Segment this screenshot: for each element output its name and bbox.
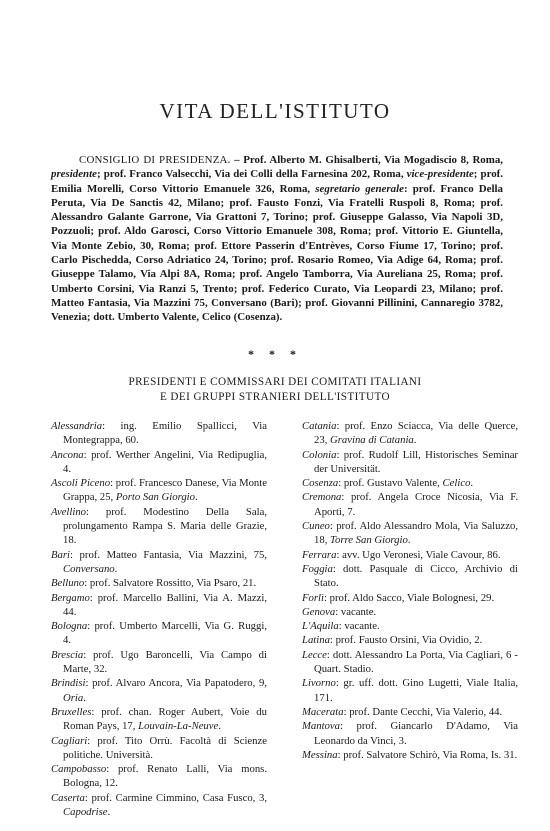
committee-contact: : prof. Matteo Fantasia, Via Mazzini, 75, xyxy=(70,548,267,561)
committee-city: Forlì xyxy=(302,591,324,604)
committee-contact: : prof. chan. Roger Aubert, Voie du Roman Pays, 17, xyxy=(63,705,267,733)
committee-city: Livorno xyxy=(302,677,336,690)
committee-entry xyxy=(302,419,518,448)
committee-contact: . xyxy=(470,477,474,490)
committee-entry xyxy=(51,591,267,620)
committee-contact: . xyxy=(407,534,411,547)
committee-contact: : prof. Carmine Cimmino, Casa Fusco, 3, xyxy=(84,791,267,804)
committee-entry xyxy=(302,548,518,562)
council-role: vice-presidente xyxy=(406,168,474,181)
committee-contact: : vacante. xyxy=(338,620,380,633)
committee-city: Cremona xyxy=(302,491,342,504)
committee-city: Messina xyxy=(302,748,338,761)
committee-contact: : prof. Umberto Marcelli, Via G. Ruggi, 4. xyxy=(63,620,267,647)
committee-contact: : prof. Werther Angelini, Via Redipuglia, 4. xyxy=(63,448,267,475)
committee-entry xyxy=(51,619,267,648)
committee-entry xyxy=(302,605,518,619)
committee-city: Macerata xyxy=(302,705,344,718)
committee-city: Alessandria xyxy=(51,420,103,432)
committee-locality: Oria xyxy=(63,691,84,704)
committee-city: Ancona xyxy=(51,448,84,461)
committee-city: Cagliari xyxy=(51,734,88,747)
committee-city: Bologna xyxy=(51,620,88,633)
council-members xyxy=(51,154,503,323)
council-text: : prof. Franco Della Peruta, Via De Sanctis 42, Milano; prof. Fausto Fonzi, Via Fratelli Ruspoli 8, Roma; prof. Alessandro Galante Garrone, Via Grattoni 7, Torino; prof. Giuseppe Galasso, Via Napoli 3D, Pozzuoli; prof. Aldo Garosci, Corso Vittorio Emanuele 308, Roma; prof. Vittorio E. Giuntella, Via Monte Zebio, 30, Roma; prof. Ettore Passerin d'Entrèves, Corso Fiume 17, Torino; prof. Carlo Pischedda, Corso Adriatico 24, Torino; prof. Rosario Romeo, Via Adige 64, Roma; prof. Giuseppe Talamo, Via Alpi 8A, Roma; prof. Angelo Tamborra, Via Aureliana 25, Roma; prof. Umberto Corsini, Via Ranzi 5, Trento; prof. Federico Curato, Via Leopardi 23, Milano; prof. Matteo Fantasia, Via Mazzini 75, Conversano (Bari); prof. Giovanni Pillinini, Cannaregio 3782, Venezia; dott. Umberto Valente, Celico (Cosenza). xyxy=(51,182,504,324)
council-text: ; prof. Emilia Morelli, Corso Vittorio Emanuele 326, Roma, xyxy=(51,168,504,195)
committee-list-left xyxy=(51,419,267,819)
committee-entry xyxy=(51,505,267,548)
council-text: ; prof. Franco Valsecchi, Via dei Colli della Farnesina 202, Roma, xyxy=(96,168,407,181)
committee-city: Colonia xyxy=(302,448,337,461)
council-role: presidente xyxy=(51,168,97,181)
committee-entry xyxy=(51,576,267,590)
committee-city: Ferrara xyxy=(302,548,337,561)
committee-contact: : prof. Modestino Della Sala, prolungamento Rampa S. Maria delle Grazie, 18. xyxy=(63,505,267,547)
committee-contact: : dott. Pasquale di Cicco, Archivio di Stato. xyxy=(314,562,518,590)
committee-contact: . xyxy=(195,491,198,504)
committee-locality: Louvain-La-Neuve xyxy=(138,720,219,733)
committee-entry xyxy=(302,619,518,633)
committee-contact: : prof. Angela Croce Nicosia, Via F. Aporti, 7. xyxy=(314,491,518,518)
committee-locality: Gravina di Catania xyxy=(330,434,414,447)
committee-contact: . xyxy=(83,691,86,704)
committee-city: Avellino xyxy=(51,505,87,518)
committee-entry xyxy=(302,490,518,519)
committee-locality: Porto San Giorgio xyxy=(115,491,195,504)
committee-city: Brescia xyxy=(51,648,84,661)
committee-city: Caserta xyxy=(51,791,85,804)
committee-contact: : prof. Salvatore Rossitto, Via Psaro, 21. xyxy=(84,577,257,590)
committee-contact: : prof. Gustavo Valente, xyxy=(338,477,443,490)
committee-contact: : prof. Renato Lalli, Via mons. Bologna, 12. xyxy=(63,763,267,790)
committee-city: Brindisi xyxy=(51,677,86,690)
committee-entry xyxy=(302,719,518,748)
committee-entry xyxy=(302,476,518,490)
committee-city: Genova xyxy=(302,605,336,618)
section-heading-line-2: E DEI GRUPPI STRANIERI DELL'ISTITUTO xyxy=(160,391,390,403)
committee-contact: . xyxy=(218,720,221,733)
committee-locality: Celico xyxy=(442,477,471,490)
committee-entry xyxy=(302,676,518,705)
committee-locality: Capodrise xyxy=(63,806,108,819)
committee-contact: . xyxy=(114,562,118,575)
committee-entry xyxy=(51,734,267,763)
committee-contact: : prof. Marcello Ballini, Via A. Mazzi, 44. xyxy=(63,591,267,618)
committee-contact: : prof. Alvaro Ancora, Via Papatodero, 9, xyxy=(85,677,267,690)
committee-city: Latina xyxy=(302,634,330,647)
committee-city: Mantova xyxy=(302,720,340,733)
committee-entry xyxy=(302,448,518,477)
committee-contact: : prof. Fausto Orsini, Via Ovidio, 2. xyxy=(329,634,483,647)
committee-entry xyxy=(302,633,518,647)
committee-entry xyxy=(302,562,518,591)
committee-contact: : prof. Giancarlo D'Adamo, Via Leonardo da Vinci, 3. xyxy=(314,720,518,747)
committee-entry xyxy=(51,791,267,820)
committee-city: Cosenza xyxy=(302,477,339,490)
committee-locality: Conversano xyxy=(63,562,115,575)
council-heading: CONSIGLIO DI PRESIDENZA. xyxy=(79,154,231,166)
committee-contact: : prof. Aldo Sacco, Viale Bolognesi, 29. xyxy=(323,591,495,604)
committee-contact: : avv. Ugo Veronesi, Viale Cavour, 86. xyxy=(336,548,501,561)
committee-entry xyxy=(302,519,518,548)
committee-entry xyxy=(302,705,518,719)
committee-contact: : prof. Ugo Baroncelli, Via Campo di Marte, 32. xyxy=(63,648,267,676)
committee-entry xyxy=(302,591,518,605)
council-paragraph xyxy=(51,153,503,325)
committee-contact: : ing. Emilio Spallicci, Via Montegrappa, 60. xyxy=(63,420,267,447)
committee-contact: : prof. Aldo Alessandro Mola, Via Saluzzo, 18, xyxy=(314,520,518,547)
section-heading xyxy=(0,375,550,405)
committee-city: Campobasso xyxy=(51,763,107,776)
committee-city: Bergamo xyxy=(51,591,90,604)
committee-list-right xyxy=(302,419,518,762)
committee-contact: : prof. Enzo Sciacca, Via delle Querce, 23, xyxy=(314,420,518,447)
committee-entry xyxy=(51,419,267,448)
committee-city: Catania xyxy=(302,420,337,432)
committee-entry xyxy=(51,448,267,477)
committee-city: Bari xyxy=(51,548,71,561)
committee-contact: : prof. Salvatore Schirò, Via Roma, Is. 31. xyxy=(337,748,518,761)
section-separator: * * * xyxy=(248,347,302,361)
committee-contact: : gr. uff. dott. Gino Lugetti, Viale Italia, 171. xyxy=(314,677,518,704)
committee-contact: : dott. Alessandro La Porta, Via Cagliari, 6 - Quart. Stadio. xyxy=(314,648,518,676)
committee-entry xyxy=(51,705,267,734)
committee-city: Foggia xyxy=(302,562,333,575)
committee-contact: . xyxy=(107,806,111,819)
committee-city: L'Aquila xyxy=(302,620,339,633)
committee-entry xyxy=(51,676,267,705)
committee-city: Lecce xyxy=(302,648,327,661)
committee-entry xyxy=(51,648,267,677)
council-text: Alberto M. Ghisalberti, Via Mogadiscio 8, Roma, xyxy=(269,154,503,166)
committee-contact: : vacante. xyxy=(335,605,377,618)
committee-entry xyxy=(51,548,267,577)
page-title: VITA DELL'ISTITUTO xyxy=(159,99,391,123)
committee-city: Cuneo xyxy=(302,520,330,533)
council-text: – Prof. xyxy=(230,154,270,166)
committee-city: Ascoli Piceno xyxy=(51,477,111,490)
committee-contact: : prof. Rudolf Lill, Historisches Seminar der Universität. xyxy=(314,448,518,475)
council-role: segretario generale xyxy=(315,182,404,195)
committee-city: Bruxelles xyxy=(51,705,92,718)
committee-contact: . xyxy=(413,434,417,447)
section-heading-line-1: PRESIDENTI E COMMISSARI DEI COMITATI ITALIANI xyxy=(128,376,422,388)
committee-entry xyxy=(51,476,267,505)
committee-entry xyxy=(302,748,518,762)
committee-contact: : prof. Francesco Danese, Via Monte Grappa, 25, xyxy=(63,477,267,504)
committee-entry xyxy=(51,762,267,791)
committee-contact: : prof. Tito Orrù. Facoltà di Scienze politiche. Università. xyxy=(63,734,267,761)
committee-locality: Torre San Giorgio xyxy=(330,534,408,547)
committee-entry xyxy=(302,648,518,677)
committee-contact: : prof. Dante Cecchi, Via Valerio, 44. xyxy=(343,705,503,718)
committee-city: Belluno xyxy=(51,577,85,590)
